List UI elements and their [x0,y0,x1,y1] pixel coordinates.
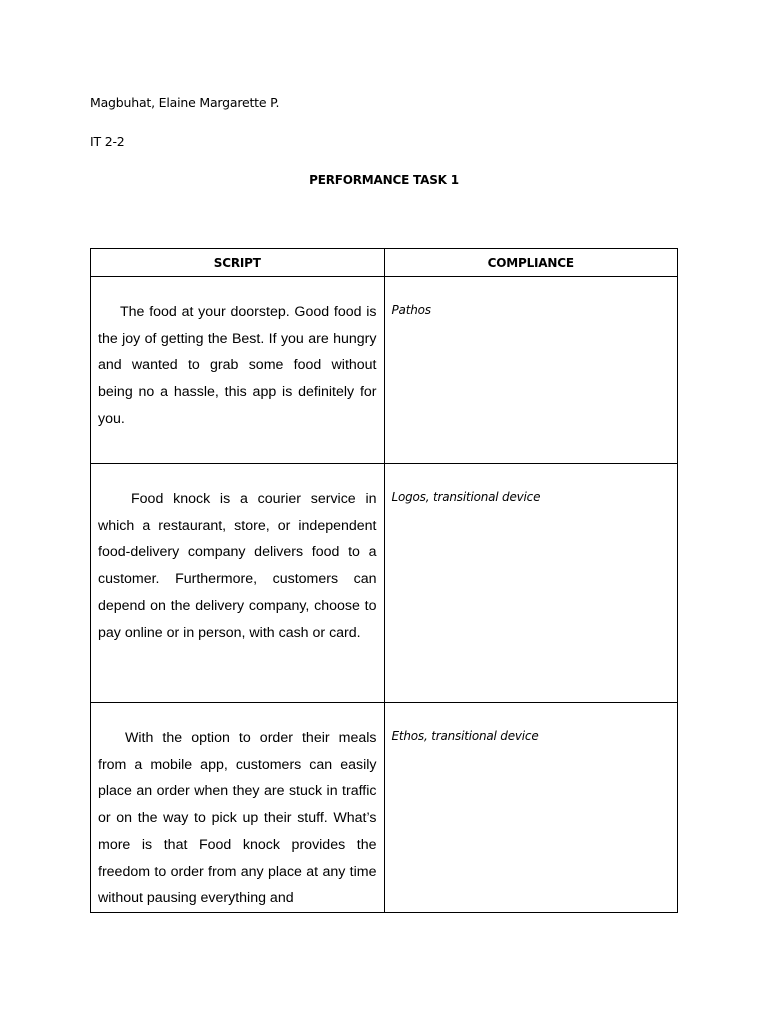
column-header-script: SCRIPT [91,249,385,277]
compliance-cell: Ethos, transitional device [384,703,678,913]
script-cell: The food at your doorstep. Good food is the joy of getting the Best. If you are hungry and wanted to grab some food without being no a hassle, this app is definitely for you. [91,277,385,464]
student-name: Magbuhat, Elaine Margarette P. [90,95,280,110]
script-cell: With the option to order their meals from a mobile app, customers can easily place an order when they are stuck in traffic or on the way to pick up their stuff. What’s more is that Food knock provides the freedom to order from any place at any time without pausing everything and [91,703,385,913]
table-row [91,464,678,703]
column-header-compliance: COMPLIANCE [384,249,678,277]
compliance-cell: Pathos [384,277,678,464]
table-header-row [91,249,678,277]
script-cell: Food knock is a courier service in which a restaurant, store, or independent food-delivery company delivers food to a customer. Furthermore, customers can depend on the delivery company, choose to pay online or in person, with cash or card. [91,464,385,703]
table-row [91,277,678,464]
task-title: PERFORMANCE TASK 1 [309,173,459,187]
class-section: IT 2-2 [90,134,125,149]
script-compliance-table [90,248,678,913]
compliance-cell: Logos, transitional device [384,464,678,703]
table-row [91,703,678,913]
